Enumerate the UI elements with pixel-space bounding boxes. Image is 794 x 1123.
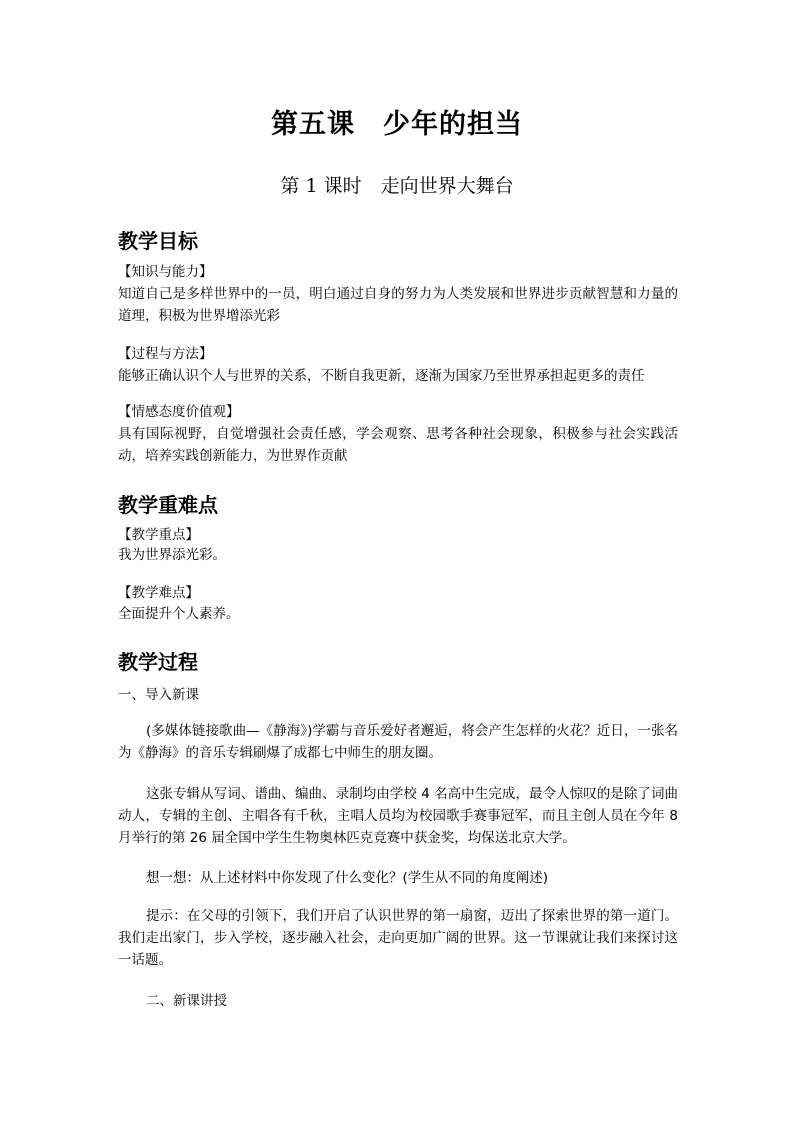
think-question: 想一想：从上述材料中你发现了什么变化？(学生从不同的角度阐述) — [146, 870, 549, 886]
difficulty-text: 全面提升个人素养。 — [118, 606, 240, 622]
intro-paragraph-1: (多媒体链接歌曲—《静海》)学霸与音乐爱好者邂逅，将会产生怎样的火花？近日，一张名为《静海》的音乐专辑刷爆了成都七中师生的朋友圈。 — [118, 723, 678, 761]
knowledge-text: 知道自己是多样世界中的一员，明白通过自身的努力为人类发展和世界进步贡献智慧和力量的道理，积极为世界增添光彩 — [118, 286, 678, 324]
hint-paragraph: 提示：在父母的引领下，我们开启了认识世界的第一扇窗，迈出了探索世界的第一道门。我们走出家门，步入学校，逐步融入社会，走向更加广阔的世界。这一节课就让我们来探讨这一话题。 — [118, 908, 678, 968]
emotion-text: 具有国际视野，自觉增强社会责任感，学会观察、思考各种社会现象，积极参与社会实践活动，培养实践创新能力，为世界作贡献 — [118, 426, 678, 464]
intro-paragraph-2: 这张专辑从写词、谱曲、编曲、录制均由学校 4 名高中生完成，最令人惊叹的是除了词曲动人，专辑的主创、主唱各有千秋，主唱人员均为校园歌手赛事冠军，而且主创人员在今年 8 月举行的第 26 届全国中学生生物奥林匹克竞赛中获金奖，均保送北京大学。 — [118, 786, 678, 846]
section-intro-heading: 一、导入新课 — [118, 687, 199, 703]
difficulty-label: 【教学难点】 — [118, 585, 199, 601]
page-title: 第五课 少年的担当 — [271, 109, 523, 140]
knowledge-label: 【知识与能力】 — [118, 264, 213, 280]
process-heading: 教学过程 — [118, 650, 198, 674]
process-method-label: 【过程与方法】 — [118, 346, 213, 362]
focus-text: 我为世界添光彩。 — [118, 547, 226, 563]
objectives-heading: 教学目标 — [118, 229, 198, 253]
page-subtitle: 第 1 课时 走向世界大舞台 — [280, 175, 514, 197]
process-method-text: 能够正确认识个人与世界的关系，不断自我更新，逐渐为国家乃至世界承担起更多的责任 — [118, 368, 645, 384]
section-new-lesson-heading: 二、新课讲授 — [146, 993, 227, 1009]
focus-label: 【教学重点】 — [118, 527, 199, 543]
emotion-label: 【情感态度价值观】 — [118, 404, 240, 420]
key-points-heading: 教学重难点 — [118, 493, 218, 517]
